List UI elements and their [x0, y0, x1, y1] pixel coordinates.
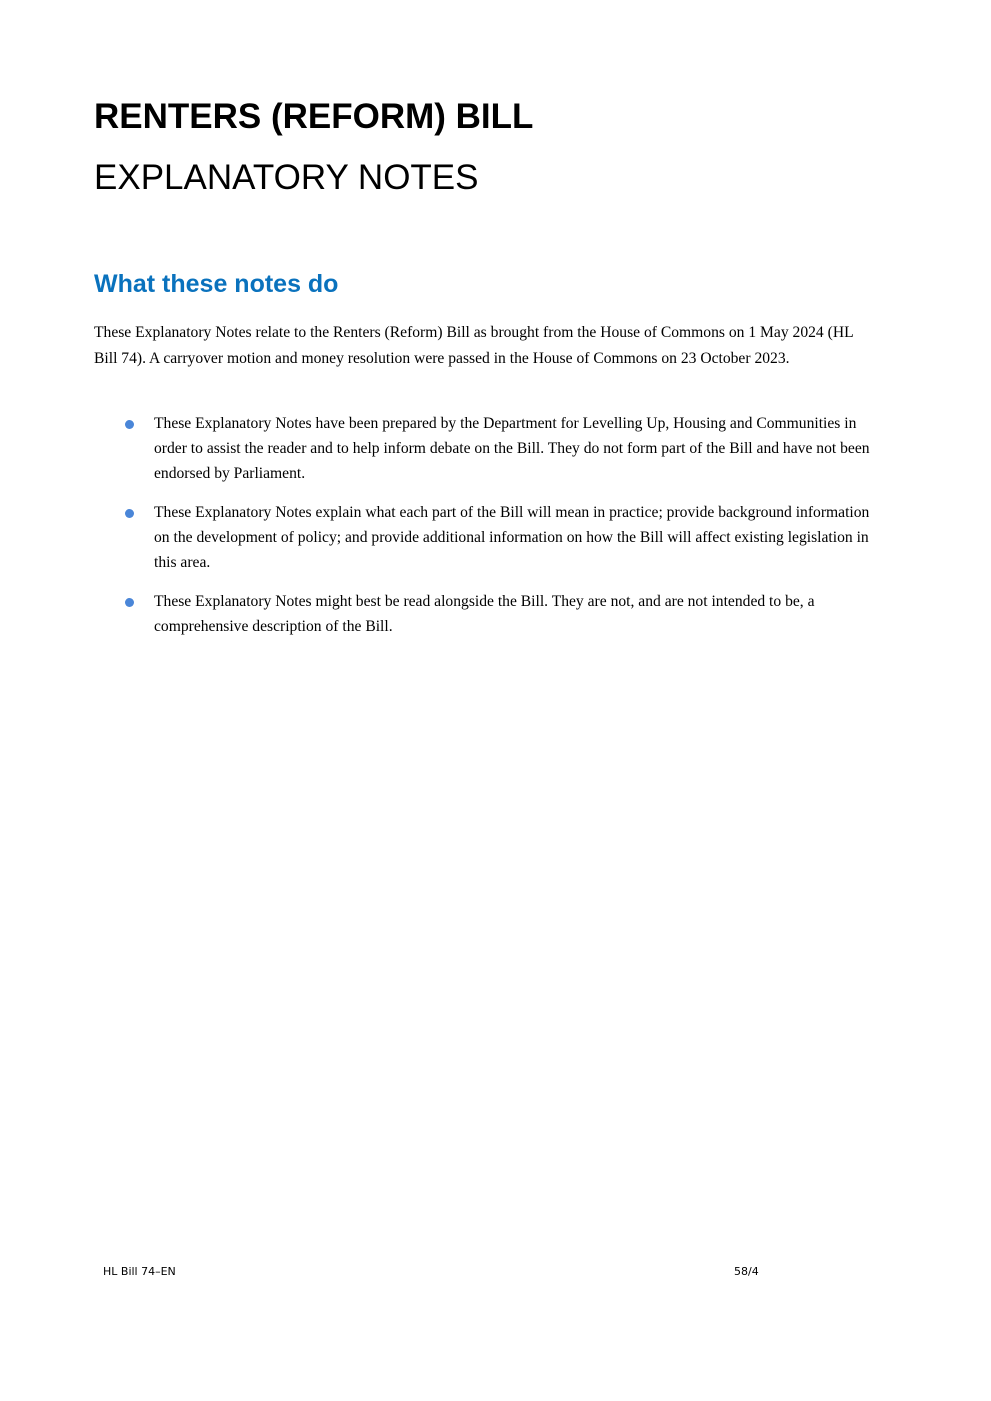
bullet-text: These Explanatory Notes might best be read alongside the Bill. They are not, and are not intended to be, a comprehensive description of the Bill. [154, 593, 815, 635]
bullet-item [94, 411, 874, 486]
section-heading: What these notes do [94, 270, 339, 298]
intro-paragraph: These Explanatory Notes relate to the Renters (Reform) Bill as brought from the House of Commons on 1 May 2024 (HL Bill 74). A carryover motion and money resolution were passed in the House of Commons on 23 October 2023. [94, 324, 854, 367]
bullet-dot-icon [125, 598, 134, 607]
bullet-list [94, 411, 874, 653]
document-subtitle: EXPLANATORY NOTES [94, 158, 479, 197]
bullet-text: These Explanatory Notes have been prepared by the Department for Levelling Up, Housing and Communities in order to assist the reader and to help inform debate on the Bill. They do not form part of the Bill and have not been endorsed by Parliament. [154, 415, 870, 482]
document-title: RENTERS (REFORM) BILL [94, 97, 534, 136]
bullet-item [94, 589, 874, 639]
bullet-item [94, 500, 874, 575]
footer-bill-reference: HL Bill 74–EN [103, 1265, 176, 1278]
footer-page-code: 58/4 [734, 1265, 759, 1278]
bullet-dot-icon [125, 509, 134, 518]
bullet-text: These Explanatory Notes explain what each part of the Bill will mean in practice; provide background information on the development of policy; and provide additional information on how the Bill will affect existing legislation in this area. [154, 504, 870, 571]
bullet-dot-icon [125, 420, 134, 429]
